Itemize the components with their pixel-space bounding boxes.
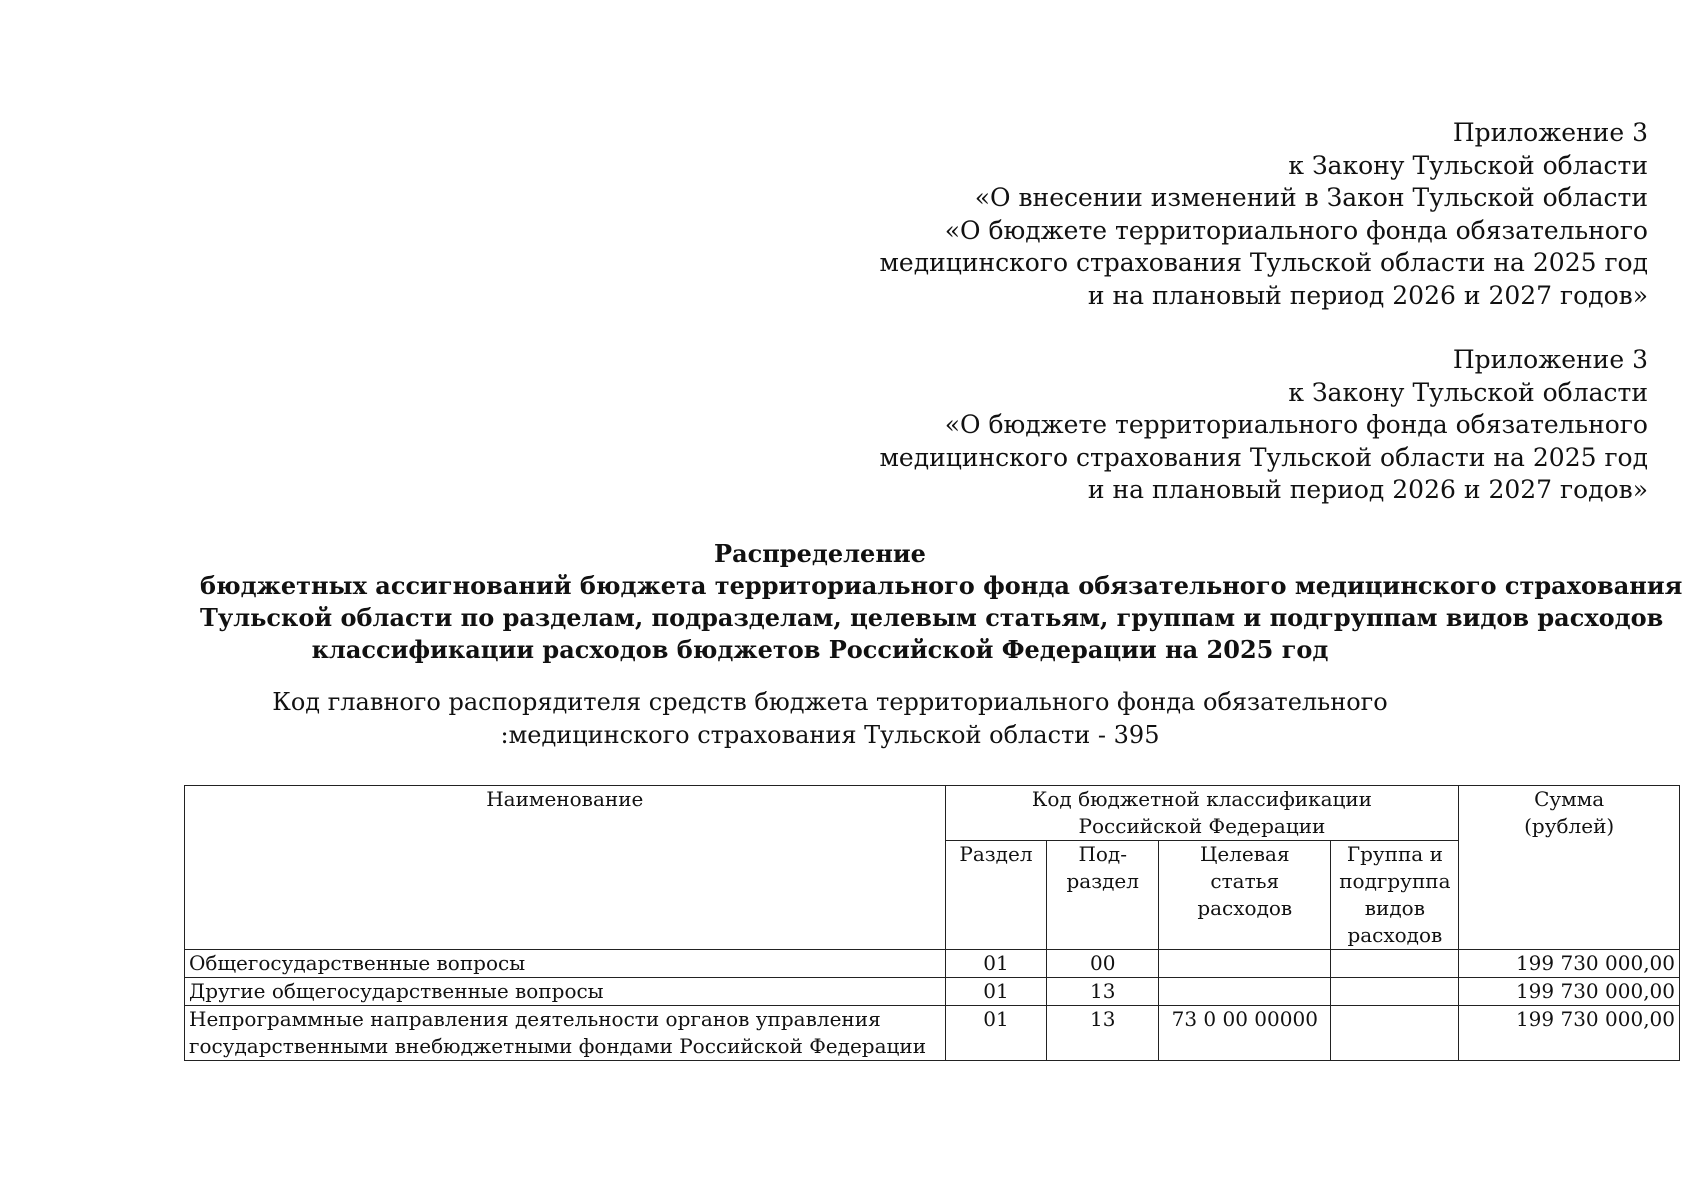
title-line: Тульской области по разделам, подразделам, целевым статьям, группам и подгруппам видов расходов	[200, 603, 1664, 632]
table-header-row	[185, 786, 1680, 841]
appendix-header-original	[748, 344, 1648, 507]
document-title	[200, 538, 1683, 666]
table-row	[185, 978, 1680, 1006]
cell-podrazdel: 00	[1047, 950, 1159, 978]
table-row	[185, 1006, 1680, 1061]
appendix-line: к Закону Тульской области	[1288, 377, 1648, 407]
cell-podrazdel: 13	[1047, 978, 1159, 1006]
header-name: Наименование	[185, 786, 946, 950]
cell-sum: 199 730 000,00	[1459, 1006, 1680, 1061]
appendix-line: медицинского страхования Тульской области на 2025 год	[879, 248, 1648, 277]
cell-sum: 199 730 000,00	[1459, 978, 1680, 1006]
cell-group	[1331, 978, 1459, 1006]
header-razdel: Раздел	[945, 841, 1047, 950]
cell-podrazdel: 13	[1047, 1006, 1159, 1061]
appendix-line: медицинского страхования Тульской области на 2025 год	[879, 442, 1648, 472]
appendix-line: и на плановый период 2026 и 2027 годов»	[1087, 475, 1648, 504]
cell-name: Другие общегосударственные вопросы	[185, 978, 946, 1006]
appendix-line: «О бюджете территориального фонда обязательного	[944, 410, 1648, 439]
title-line: бюджетных ассигнований бюджета территориального фонда обязательного медицинского страхования	[200, 571, 1683, 600]
title-line: классификации расходов бюджетов Российской Федерации на 2025 год	[311, 635, 1329, 664]
code-note-line: :медицинского страхования Тульской области - 395	[500, 721, 1160, 749]
budget-allocation-table	[184, 785, 1680, 1061]
appendix-line: Приложение 3	[1452, 118, 1648, 147]
table-row	[185, 950, 1680, 978]
cell-target	[1159, 978, 1331, 1006]
appendix-line: Приложение 3	[1452, 345, 1648, 374]
code-note-line: Код главного распорядителя средств бюджета территориального фонда обязательного	[272, 688, 1388, 716]
cell-target: 73 0 00 00000	[1159, 1006, 1331, 1061]
title-line: Распределение	[714, 539, 926, 568]
cell-target	[1159, 950, 1331, 978]
header-podrazdel: Под- раздел	[1047, 841, 1159, 950]
appendix-line: «О внесении изменений в Закон Тульской области	[974, 183, 1648, 212]
appendix-line: и на плановый период 2026 и 2027 годов»	[1087, 280, 1648, 310]
cell-sum: 199 730 000,00	[1459, 950, 1680, 978]
header-target-article: Целевая статья расходов	[1159, 841, 1331, 950]
header-classification-code: Код бюджетной классификации Российской Федерации	[945, 786, 1459, 841]
header-sum: Сумма (рублей)	[1459, 786, 1680, 950]
cell-razdel: 01	[945, 950, 1047, 978]
cell-group	[1331, 1006, 1459, 1061]
cell-name: Общегосударственные вопросы	[185, 950, 946, 978]
cell-razdel: 01	[945, 978, 1047, 1006]
cell-razdel: 01	[945, 1006, 1047, 1061]
cell-group	[1331, 950, 1459, 978]
administrator-code-note	[250, 686, 1410, 752]
cell-name: Непрограммные направления деятельности органов управления государственными внебюджетными фондами Российской Федерации	[185, 1006, 946, 1061]
appendix-header-amendment	[748, 117, 1648, 312]
header-expense-group: Группа и подгруппа видов расходов	[1331, 841, 1459, 950]
appendix-line: «О бюджете территориального фонда обязательного	[944, 215, 1648, 245]
appendix-line: к Закону Тульской области	[1288, 150, 1648, 180]
